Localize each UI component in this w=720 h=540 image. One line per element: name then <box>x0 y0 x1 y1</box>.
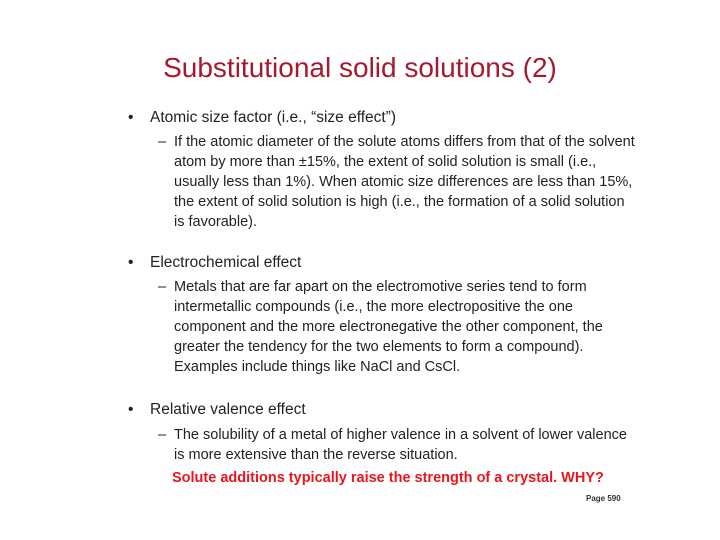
bullet-text: Electrochemical effect <box>150 254 302 271</box>
text-line: the extent of solid solution is high (i.e., the formation of a solid solution <box>174 194 625 210</box>
emphasis-question: Solute additions typically raise the strength of a crystal. WHY? <box>172 470 604 486</box>
page-number: Page 590 <box>586 494 621 503</box>
bullet-text: Atomic size factor (i.e., “size effect”) <box>150 109 397 126</box>
text-line: usually less than 1%). When atomic size differences are less than 15%, <box>174 174 633 190</box>
text-line: Metals that are far apart on the electromotive series tend to form <box>174 279 587 295</box>
sub-bullet-lines <box>174 277 603 377</box>
text-line: intermetallic compounds (i.e., the more electropositive the one <box>174 299 573 315</box>
text-line: atom by more than ±15%, the extent of solid solution is small (i.e., <box>174 154 597 170</box>
text-line: Examples include things like NaCl and CsCl. <box>174 359 461 375</box>
sub-bullet-lines <box>174 425 627 465</box>
text-line: is favorable). <box>174 214 258 230</box>
text-line: If the atomic diameter of the solute atoms differs from that of the solvent <box>174 134 635 150</box>
bullet-marker: • <box>128 401 134 418</box>
bullet-marker: • <box>128 254 134 271</box>
dash-marker: – <box>158 427 167 443</box>
slide-title: Substitutional solid solutions (2) <box>163 52 557 83</box>
sub-bullet-lines <box>174 132 635 232</box>
bullet-text: Relative valence effect <box>150 401 306 418</box>
text-line: The solubility of a metal of higher valence in a solvent of lower valence <box>174 427 627 443</box>
dash-marker: – <box>158 134 167 150</box>
bullet-marker: • <box>128 109 134 126</box>
text-line: component and the more electronegative the other component, the <box>174 319 603 335</box>
text-line: is more extensive than the reverse situation. <box>174 447 458 463</box>
text-line: greater the tendency for the two elements to form a compound). <box>174 339 584 355</box>
dash-marker: – <box>158 279 167 295</box>
